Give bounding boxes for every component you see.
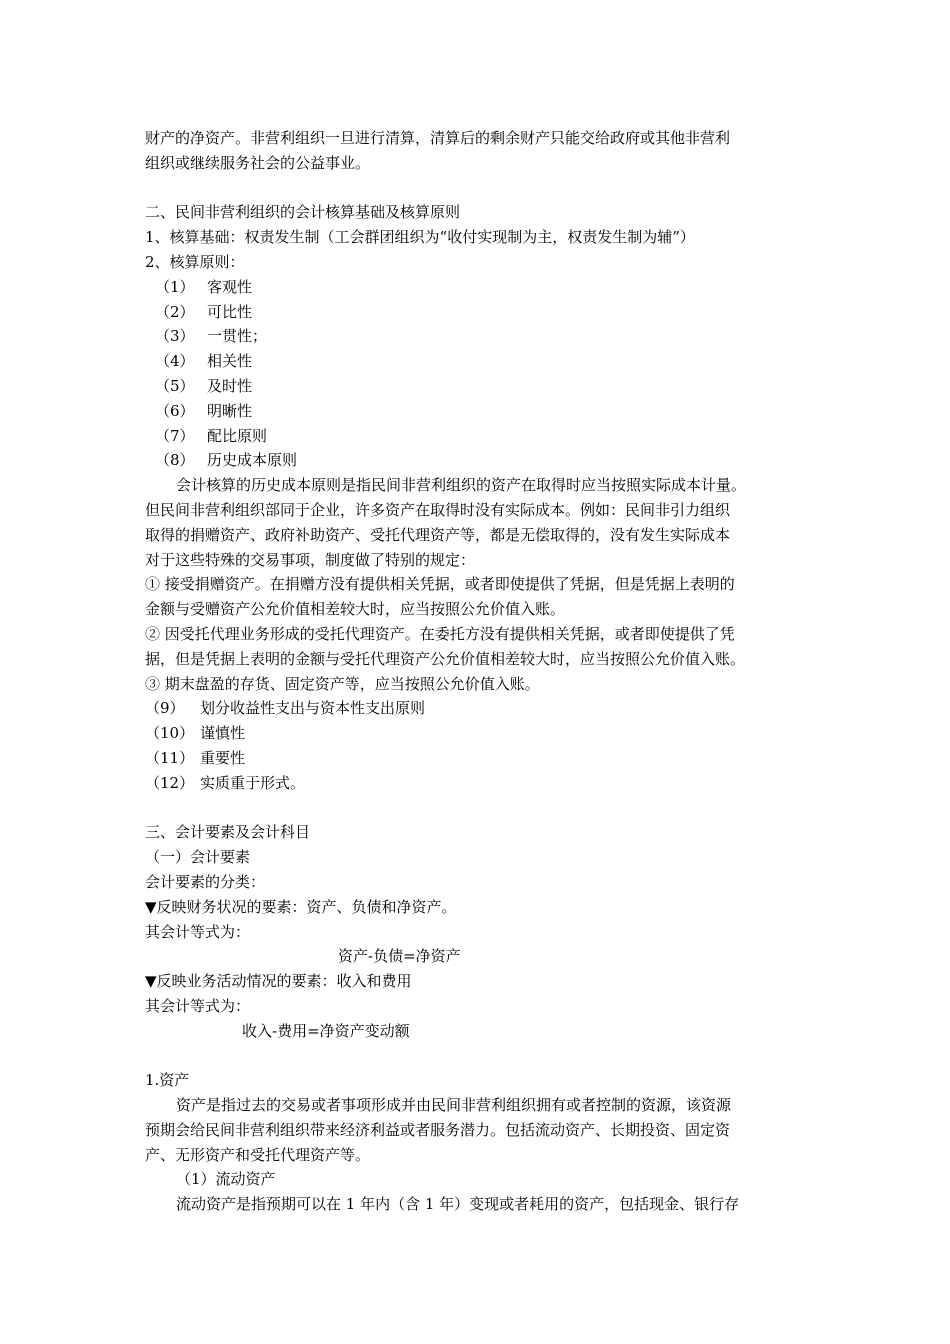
principles-list-b — [145, 696, 815, 795]
paragraph-line: 据，但是凭据上表明的金额与受托代理资产公允价值相差较大时，应当按照公允价值入账。 — [145, 649, 746, 668]
assets-paragraph — [145, 1093, 815, 1167]
document-page — [145, 126, 815, 1217]
paragraph-line: 预期会给民间非营利组织带来经济利益或者服务潜力。包括流动资产、长期投资、固定资 — [145, 1120, 731, 1139]
blank-line — [145, 1043, 815, 1068]
section3-title: 三、会计要素及会计科目 — [145, 823, 311, 842]
paragraph-line: 对于这些特殊的交易事项，制度做了特别的规定： — [145, 550, 476, 569]
equation-activity: 收入-费用=净资产变动额 — [242, 1021, 410, 1040]
blank-line — [145, 176, 815, 201]
accounting-basis: 1、核算基础：权责发生制（工会群团组织为“收付实现制为主，权责发生制为辅”） — [145, 228, 695, 247]
current-assets-title: （1）流动资产 — [176, 1170, 276, 1189]
paragraph-line: 产、无形资产和受托代理资产等。 — [145, 1145, 371, 1164]
list-item: （4） 相关性 — [155, 352, 253, 371]
paragraph-line: 金额与受赠资产公允价值相差较大时，应当按照公允价值入账。 — [145, 600, 566, 619]
list-item: （5） 及时性 — [155, 376, 253, 395]
paragraph-line: ② 因受托代理业务形成的受托代理资产。在委托方没有提供相关凭据，或者即使提供了凭 — [145, 624, 735, 643]
list-item: （12） 实质重于形式。 — [145, 773, 306, 792]
paragraph-line: 会计核算的历史成本原则是指民间非营利组织的资产在取得时应当按照实际成本计量。 — [176, 476, 747, 495]
equation-balance: 资产-负债=净资产 — [338, 947, 461, 966]
classification-label: 会计要素的分类： — [145, 872, 266, 891]
subsection-title: （一）会计要素 — [145, 848, 251, 867]
paragraph-line: ① 接受捐赠资产。在捐赠方没有提供相关凭据，或者即使提供了凭据，但是凭据上表明的 — [145, 575, 735, 594]
section2-title: 二、民间非营利组织的会计核算基础及核算原则 — [145, 203, 461, 222]
list-item: （3） 一贯性； — [155, 327, 268, 346]
paragraph-line: 取得的捐赠资产、政府补助资产、受托代理资产等，都是无偿取得的，没有发生实际成本 — [145, 525, 731, 544]
business-elements: ▼反映业务活动情况的要素：收入和费用 — [145, 972, 412, 991]
equation-label: 其会计等式为： — [145, 922, 251, 941]
financial-elements: ▼反映财务状况的要素：资产、负债和净资产。 — [145, 897, 457, 916]
assets-title: 1.资产 — [145, 1071, 190, 1090]
intro-line-2: 组织或继续服务社会的公益事业。 — [145, 153, 371, 172]
historical-cost-paragraph — [145, 473, 815, 572]
blank-line — [145, 796, 815, 821]
principles-title: 2、核算原则： — [145, 252, 245, 271]
current-assets-paragraph: 流动资产是指预期可以在 1 年内（含 1 年）变现或者耗用的资产，包括现金、银行存 — [176, 1195, 740, 1214]
intro-line-1: 财产的净资产。非营利组织一旦进行清算，清算后的剩余财产只能交给政府或其他非营利 — [145, 129, 731, 147]
list-item: （8） 历史成本原则 — [155, 451, 298, 470]
list-item: （2） 可比性 — [155, 302, 253, 321]
paragraph-line: ③ 期末盘盈的存货、固定资产等，应当按照公允价值入账。 — [145, 674, 540, 693]
list-item: （6） 明晰性 — [155, 401, 253, 420]
list-item: （9） 划分收益性支出与资本性支出原则 — [145, 699, 426, 718]
list-item: （1） 客观性 — [155, 277, 253, 296]
principles-list-a — [145, 275, 815, 473]
paragraph-line: 但民间非营利组织部同于企业，许多资产在取得时没有实际成本。例如：民间非引力组织 — [145, 500, 731, 519]
list-item: （11） 重要性 — [145, 748, 246, 767]
list-item: （7） 配比原则 — [155, 426, 268, 445]
special-rules — [145, 572, 815, 696]
paragraph-line: 资产是指过去的交易或者事项形成并由民间非营利组织拥有或者控制的资源，该资源 — [176, 1096, 732, 1115]
list-item: （10） 谨慎性 — [145, 724, 246, 743]
equation-label: 其会计等式为： — [145, 996, 251, 1015]
